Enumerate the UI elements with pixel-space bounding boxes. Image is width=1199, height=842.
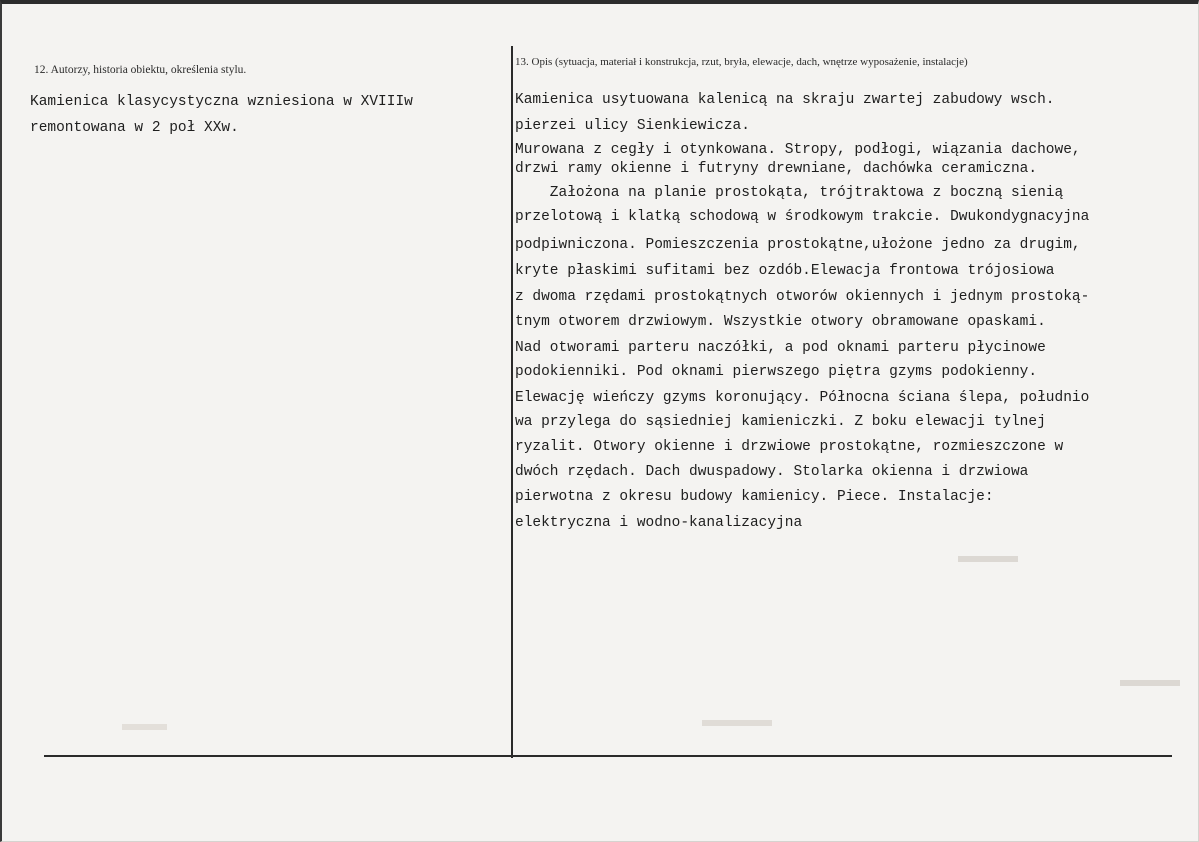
bleed-through-mark (122, 724, 167, 730)
column-divider (511, 46, 513, 758)
section-12-label: 12. Autorzy, historia obiektu, określenia stylu. (34, 64, 247, 76)
bleed-through-mark (958, 556, 1018, 562)
record-card: 12. Autorzy, historia obiektu, określenia stylu. 13. Opis (sytuacja, materiał i konstrukcja, rzut, bryła, elewacje, dach, wnętrze wyposażenie, instalacje) Kamienica klasycystyczna wzniesiona w XVIIIw remontowana w 2 poł XXw. Kamienica usytuowana kalenicą na skraju zwartej zabudowy wsch. pierzei ulicy Sienkiewicza. Murowana z cegły i otynkowana. Stropy, podłogi, wiązania dachowe, drzwi ramy okienne i futryny drewniane, dachówka ceramiczna. Założona na planie prostokąta, trójtraktowa z boczną sienią przelotową i klatką schodową w środkowym trakcie. Dwukondygnacyjna podpiwniczona. Pomieszczenia prostokątne,ułożone jedno za drugim, kryte płaskimi sufitami bez ozdób.Elewacja frontowa trójosiowa z dwoma rzędami prostokątnych otworów okiennych i jednym prostoką- tnym otworem drzwiowym. Wszystkie otwory obramowane opaskami. Nad otworami parteru naczółki, a pod oknami parteru płycinowe podokienniki. Pod oknami pierwszego piętra gzyms podokienny. Elewację wieńczy gzyms koronujący. Północna ściana ślepa, południo wa przylega do sąsiedniej kamieniczki. Z boku elewacji tylnej ryzalit. Otwory okienne i drzwiowe prostokątne, rozmieszczone w dwóch rzędach. Dach dwuspadowy. Stolarka okienna i drzwiowa pierwotna z okresu budowy kamienicy. Piece. Instalacje: elektryczna i wodno-kanalizacyjna (0, 0, 1199, 842)
bleed-through-mark (702, 720, 772, 726)
bleed-through-mark (1120, 680, 1180, 686)
bottom-rule (44, 755, 1172, 757)
section-13-label: 13. Opis (sytuacja, materiał i konstrukcja, rzut, bryła, elewacje, dach, wnętrze wyposażenie, instalacje) (515, 56, 968, 68)
